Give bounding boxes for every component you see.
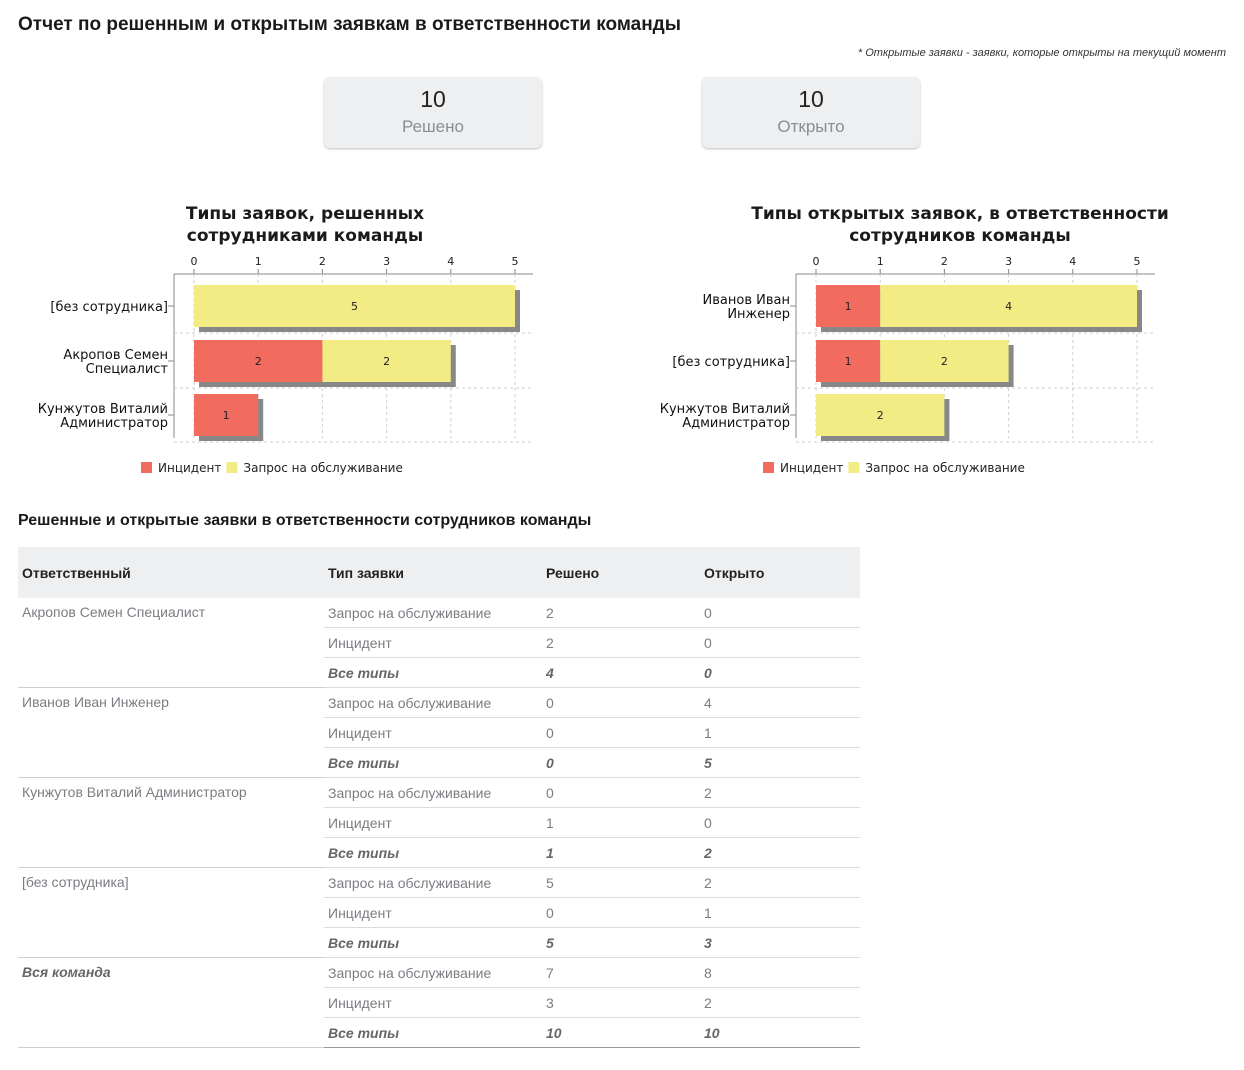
kpi-open-label: Открыто [777,117,845,136]
row-type: Все типы [324,748,542,778]
row-type: Запрос на обслуживание [324,778,542,808]
group-name: Акропов Семен Специалист [18,598,324,688]
row-open: 0 [700,658,860,688]
row-type: Запрос на обслуживание [324,958,542,988]
tick-label: 5 [511,255,519,268]
row-resolved: 2 [542,628,700,658]
data-label: 2 [876,409,884,422]
tick-label: 4 [447,255,455,268]
row-open: 0 [700,808,860,838]
team-tickets-table [18,547,860,1048]
header-ticket-type[interactable]: Тип заявки [328,564,404,581]
category-label: Иванов Иван [702,293,790,308]
table-row [18,958,860,988]
category-label: Специалист [85,362,168,377]
row-resolved: 0 [542,778,700,808]
tick-label: 1 [876,255,884,268]
row-open: 2 [700,988,860,1018]
row-resolved: 0 [542,898,700,928]
legend-label: Запрос на обслуживание [243,461,403,475]
data-label: 2 [254,355,262,368]
tick-label: 2 [940,255,948,268]
tick-label: 3 [1005,255,1013,268]
row-resolved: 3 [542,988,700,1018]
table-section-title: Решенные и открытые заявки в ответственности сотрудников команды [18,512,592,529]
kpi-resolved-label: Решено [402,117,464,136]
category-label: Кунжутов Виталий [37,402,168,417]
tick-label: 0 [190,255,198,268]
row-type: Запрос на обслуживание [324,868,542,898]
legend-label: Запрос на обслуживание [865,461,1025,475]
report-title: Отчет по решенным и открытым заявкам в ответственности команды [18,14,681,35]
legend-label: Инцидент [158,461,222,475]
category-label: Администратор [682,416,790,431]
legend-swatch [848,462,859,473]
chart-resolved-title-line2: сотрудниками команды [186,226,424,246]
tick-label: 5 [1133,255,1141,268]
category-label: [без сотрудника] [672,355,790,370]
category-label: Кунжутов Виталий [659,402,790,417]
row-open: 10 [700,1018,860,1048]
row-resolved: 5 [542,928,700,958]
table-row [18,598,860,628]
tick-label: 2 [318,255,326,268]
data-label: 1 [222,409,230,422]
row-resolved: 4 [542,658,700,688]
table-row [18,688,860,718]
chart-open-title-line1: Типы открытых заявок, в ответственности [751,204,1169,224]
data-label: 1 [844,300,852,313]
tick-label: 4 [1069,255,1077,268]
row-open: 3 [700,928,860,958]
table-header-row [18,547,860,598]
row-resolved: 10 [542,1018,700,1048]
chart-resolved[interactable] [0,0,622,490]
group-name: [без сотрудника] [18,868,324,958]
group-name-team: Вся команда [18,958,324,1048]
row-open: 2 [700,868,860,898]
category-label: Инженер [727,307,790,322]
row-type: Все типы [324,658,542,688]
category-label: Администратор [60,416,168,431]
row-type: Инцидент [324,988,542,1018]
row-type: Инцидент [324,718,542,748]
row-open: 0 [700,598,860,628]
data-label: 1 [844,355,852,368]
row-open: 1 [700,898,860,928]
chart-resolved-title-line1: Типы заявок, решенных [185,204,425,224]
data-label: 5 [351,300,358,313]
legend-label: Инцидент [780,461,844,475]
row-type: Запрос на обслуживание [324,688,542,718]
row-resolved: 5 [542,868,700,898]
tick-label: 3 [383,255,391,268]
row-open: 2 [700,838,860,868]
open-tickets-note: * Открытые заявки - заявки, которые открыты на текущий момент [857,47,1226,59]
group-name: Кунжутов Виталий Администратор [18,778,324,868]
chart-open-title-line2: сотрудников команды [849,226,1071,246]
category-label: [без сотрудника] [50,300,168,315]
legend-swatch [763,462,774,473]
row-open: 5 [700,748,860,778]
row-resolved: 0 [542,748,700,778]
row-type: Все типы [324,928,542,958]
data-label: 2 [383,355,391,368]
row-open: 8 [700,958,860,988]
category-label: Акропов Семен [63,348,168,363]
row-open: 0 [700,628,860,658]
kpi-open-value: 10 [798,86,824,112]
row-type: Все типы [324,838,542,868]
header-open[interactable]: Открыто [704,564,765,581]
row-resolved: 1 [542,808,700,838]
chart-open[interactable] [622,0,1244,490]
row-type: Инцидент [324,808,542,838]
tick-label: 1 [254,255,262,268]
tick-label: 0 [812,255,820,268]
row-resolved: 1 [542,838,700,868]
legend-swatch [141,462,152,473]
row-open: 4 [700,688,860,718]
row-type: Инцидент [324,628,542,658]
kpi-resolved-value: 10 [420,86,446,112]
row-resolved: 7 [542,958,700,988]
data-label: 2 [940,355,948,368]
group-name: Иванов Иван Инженер [18,688,324,778]
header-responsible[interactable]: Ответственный [22,564,131,581]
row-type: Инцидент [324,898,542,928]
table-row [18,868,860,898]
header-resolved[interactable]: Решено [546,564,600,581]
row-resolved: 0 [542,718,700,748]
row-resolved: 2 [542,598,700,628]
legend-swatch [226,462,237,473]
row-resolved: 0 [542,688,700,718]
row-type: Запрос на обслуживание [324,598,542,628]
row-open: 2 [700,778,860,808]
row-open: 1 [700,718,860,748]
row-type: Все типы [324,1018,542,1048]
data-label: 4 [1005,300,1013,313]
table-row [18,778,860,808]
